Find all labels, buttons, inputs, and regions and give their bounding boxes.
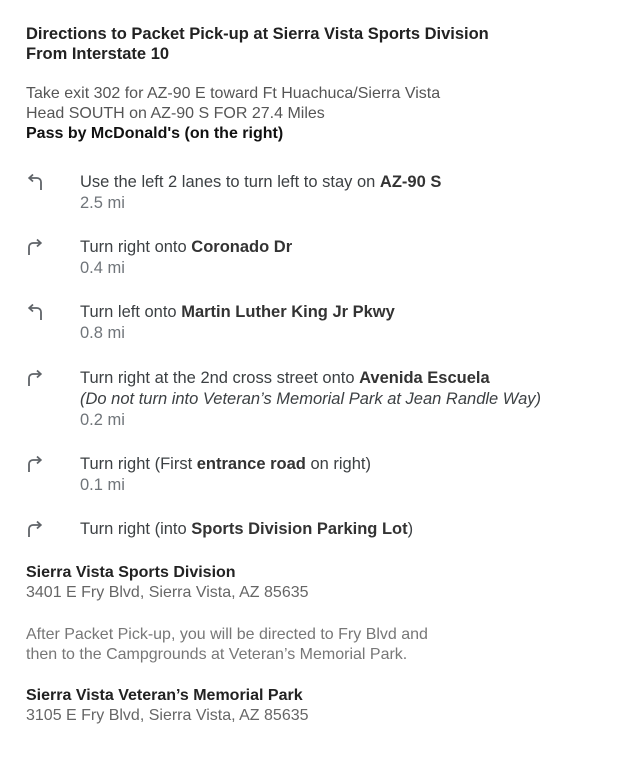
- step-list: [26, 172, 626, 563]
- intro-block: [26, 84, 626, 144]
- turn-left-icon: [26, 303, 46, 321]
- destination-address: 3401 E Fry Blvd, Sierra Vista, AZ 85635: [26, 584, 309, 601]
- intro-landmark: Pass by McDonald's (on the right): [26, 125, 284, 142]
- step-instruction: [80, 368, 626, 389]
- step-instruction: [80, 302, 626, 323]
- step-road-name: Avenida Escuela: [359, 369, 490, 387]
- step-text: Use the left 2 lanes to turn left to stay on: [80, 173, 380, 191]
- step-distance: 0.8 mi: [80, 324, 125, 342]
- step-road-name: Sports Division Parking Lot: [191, 520, 408, 538]
- park-address: 3105 E Fry Blvd, Sierra Vista, AZ 85635: [26, 707, 309, 724]
- turn-right-icon: [26, 369, 46, 387]
- step-road-name: Martin Luther King Jr Pkwy: [181, 303, 395, 321]
- heading-subtitle: From Interstate 10: [26, 45, 170, 63]
- destination-name: Sierra Vista Sports Division: [26, 564, 236, 581]
- step-note: (Do not turn into Veteran’s Memorial Park at Jean Randle Way): [80, 390, 541, 408]
- after-pickup-line-1: After Packet Pick-up, you will be directed to Fry Blvd and: [26, 626, 428, 643]
- destination-block: [26, 563, 626, 603]
- intro-exit: Take exit 302 for AZ-90 E toward Ft Huachuca/Sierra Vista: [26, 85, 441, 102]
- turn-right-icon: [26, 238, 46, 256]
- step-distance: 0.4 mi: [80, 259, 125, 277]
- after-pickup-note: [26, 625, 626, 665]
- step-1: [26, 172, 626, 237]
- step-text-after: on right): [305, 455, 371, 473]
- step-text: Turn right at the 2nd cross street onto: [80, 369, 360, 387]
- step-4: [26, 368, 626, 454]
- step-text-after: ): [407, 520, 414, 538]
- directions-heading: [26, 24, 626, 64]
- step-3: [26, 302, 626, 368]
- step-text: Turn right (into: [80, 520, 192, 538]
- step-distance: 0.1 mi: [80, 476, 125, 494]
- directions-document: [26, 24, 626, 726]
- heading-title: Directions to Packet Pick-up at Sierra Vista Sports Division: [26, 25, 489, 43]
- step-6: [26, 519, 626, 563]
- turn-right-icon: [26, 455, 46, 473]
- step-road-name: Coronado Dr: [191, 238, 293, 256]
- step-instruction: [80, 237, 626, 258]
- park-block: [26, 686, 626, 726]
- park-name: Sierra Vista Veteran’s Memorial Park: [26, 687, 303, 704]
- step-instruction: [80, 519, 626, 540]
- after-pickup-line-2: then to the Campgrounds at Veteran’s Memorial Park.: [26, 646, 408, 663]
- step-road-name: entrance road: [196, 455, 306, 473]
- step-2: [26, 237, 626, 302]
- step-instruction: [80, 172, 626, 193]
- intro-head-south: Head SOUTH on AZ-90 S FOR 27.4 Miles: [26, 105, 325, 122]
- step-text: Turn right (First: [80, 455, 197, 473]
- step-distance: 2.5 mi: [80, 194, 125, 212]
- step-text: Turn left onto: [80, 303, 182, 321]
- step-distance: 0.2 mi: [80, 411, 125, 429]
- step-5: [26, 454, 626, 519]
- step-road-name: AZ-90 S: [379, 173, 442, 191]
- turn-right-icon: [26, 520, 46, 538]
- turn-left-icon: [26, 173, 46, 191]
- step-text: Turn right onto: [80, 238, 192, 256]
- step-instruction: [80, 454, 626, 475]
